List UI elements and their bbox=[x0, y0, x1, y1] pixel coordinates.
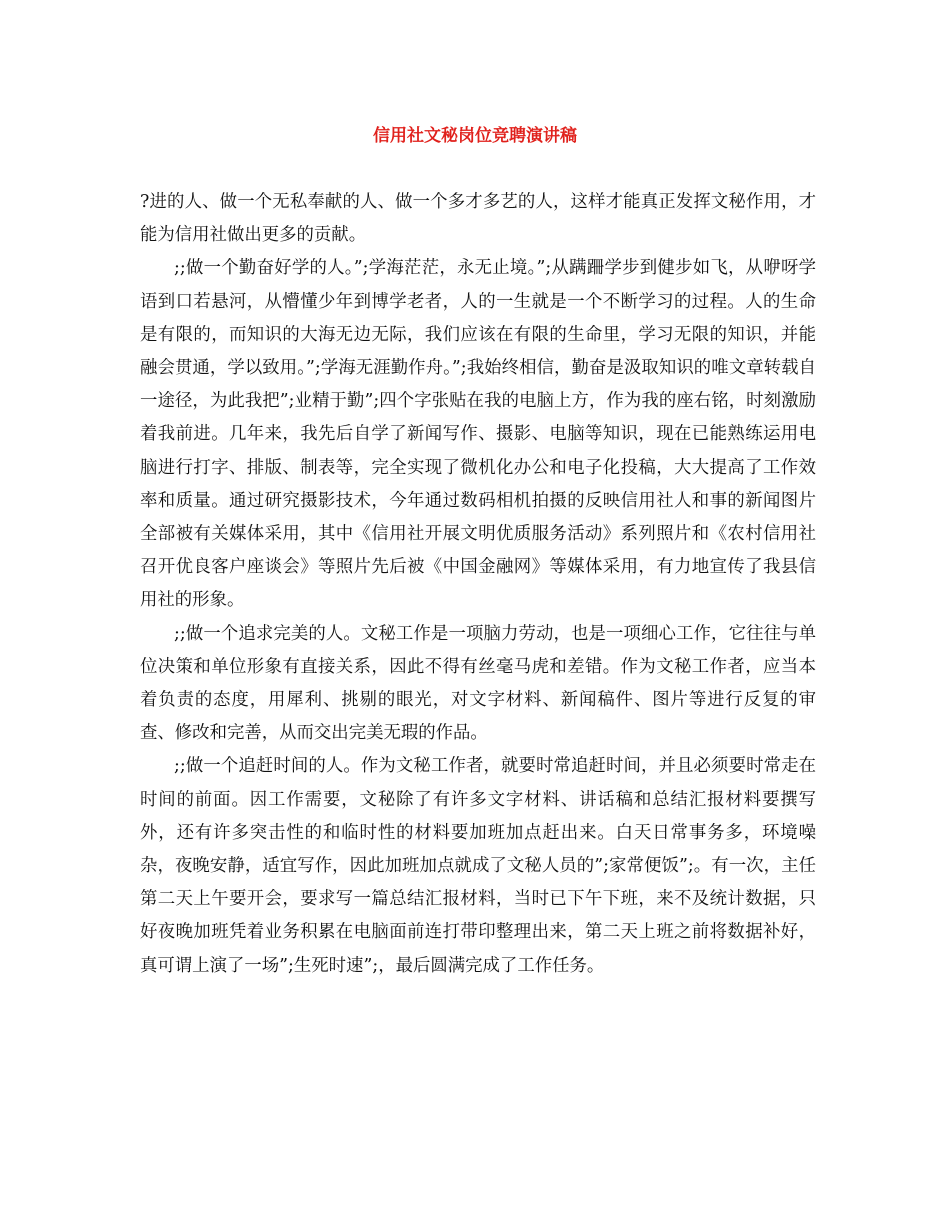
paragraph-diligent-learner: ;;做一个勤奋好学的人。”;学海茫茫，永无止境。”;从蹒跚学步到健步如飞，从咿呀学语到口若悬河，从懵懂少年到博学老者，人的一生就是一个不断学习的过程。人的生命是有限的，而知识的大海无边无际，我们应该在有限的生命里，学习无限的知识，并能融会贯通，学以致用。”;学海无涯勤作舟。”;我始终相信，勤奋是汲取知识的唯文章转载自一途径，为此我把”;业精于勤”;四个字张贴在我的电脑上方，作为我的座右铭，时刻激励着我前进。几年来，我先后自学了新闻写作、摄影、电脑等知识，现在已能熟练运用电脑进行打字、排版、制表等，完全实现了微机化办公和电子化投稿，大大提高了工作效率和质量。通过研究摄影技术，今年通过数码相机拍摄的反映信用社人和事的新闻图片全部被有关媒体采用，其中《信用社开展文明优质服务活动》系列照片和《农村信用社召开优良客户座谈会》等照片先后被《中国金融网》等媒体采用，有力地宣传了我县信用社的形象。 bbox=[140, 258, 816, 611]
document-title: 信用社文秘岗位竞聘演讲稿 bbox=[373, 126, 577, 146]
paragraph-chase-time: ;;做一个追赶时间的人。作为文秘工作者，就要时常追赶时间，并且必须要时常走在时间的前面。因工作需要，文秘除了有许多文字材料、讲话稿和总结汇报材料要撰写外，还有许多突击性的和临时性的材料要加班加点赶出来。白天日常事务多，环境噪杂，夜晚安静，适宜写作，因此加班加点就成了文秘人员的”;家常便饭”;。有一次，主任第二天上午要开会，要求写一篇总结汇报材料，当时已下午下班，来不及统计数据，只好夜晚加班凭着业务积累在电脑面前连打带印整理出来，第二天上班之前将数据补好，真可谓上演了一场”;生死时速”;，最后圆满完成了工作任务。 bbox=[140, 756, 816, 976]
paragraph-continuation: ?进的人、做一个无私奉献的人、做一个多才多艺的人，这样才能真正发挥文秘作用，才能为信用社做出更多的贡献。 bbox=[140, 192, 816, 246]
document-body bbox=[140, 186, 816, 983]
paragraph-pursue-perfection: ;;做一个追求完美的人。文秘工作是一项脑力劳动，也是一项细心工作，它往往与单位决策和单位形象有直接关系，因此不得有丝毫马虎和差错。作为文秘工作者，应当本着负责的态度，用犀利、挑剔的眼光，对文字材料、新闻稿件、图片等进行反复的审查、修改和完善，从而交出完美无瑕的作品。 bbox=[140, 623, 816, 744]
